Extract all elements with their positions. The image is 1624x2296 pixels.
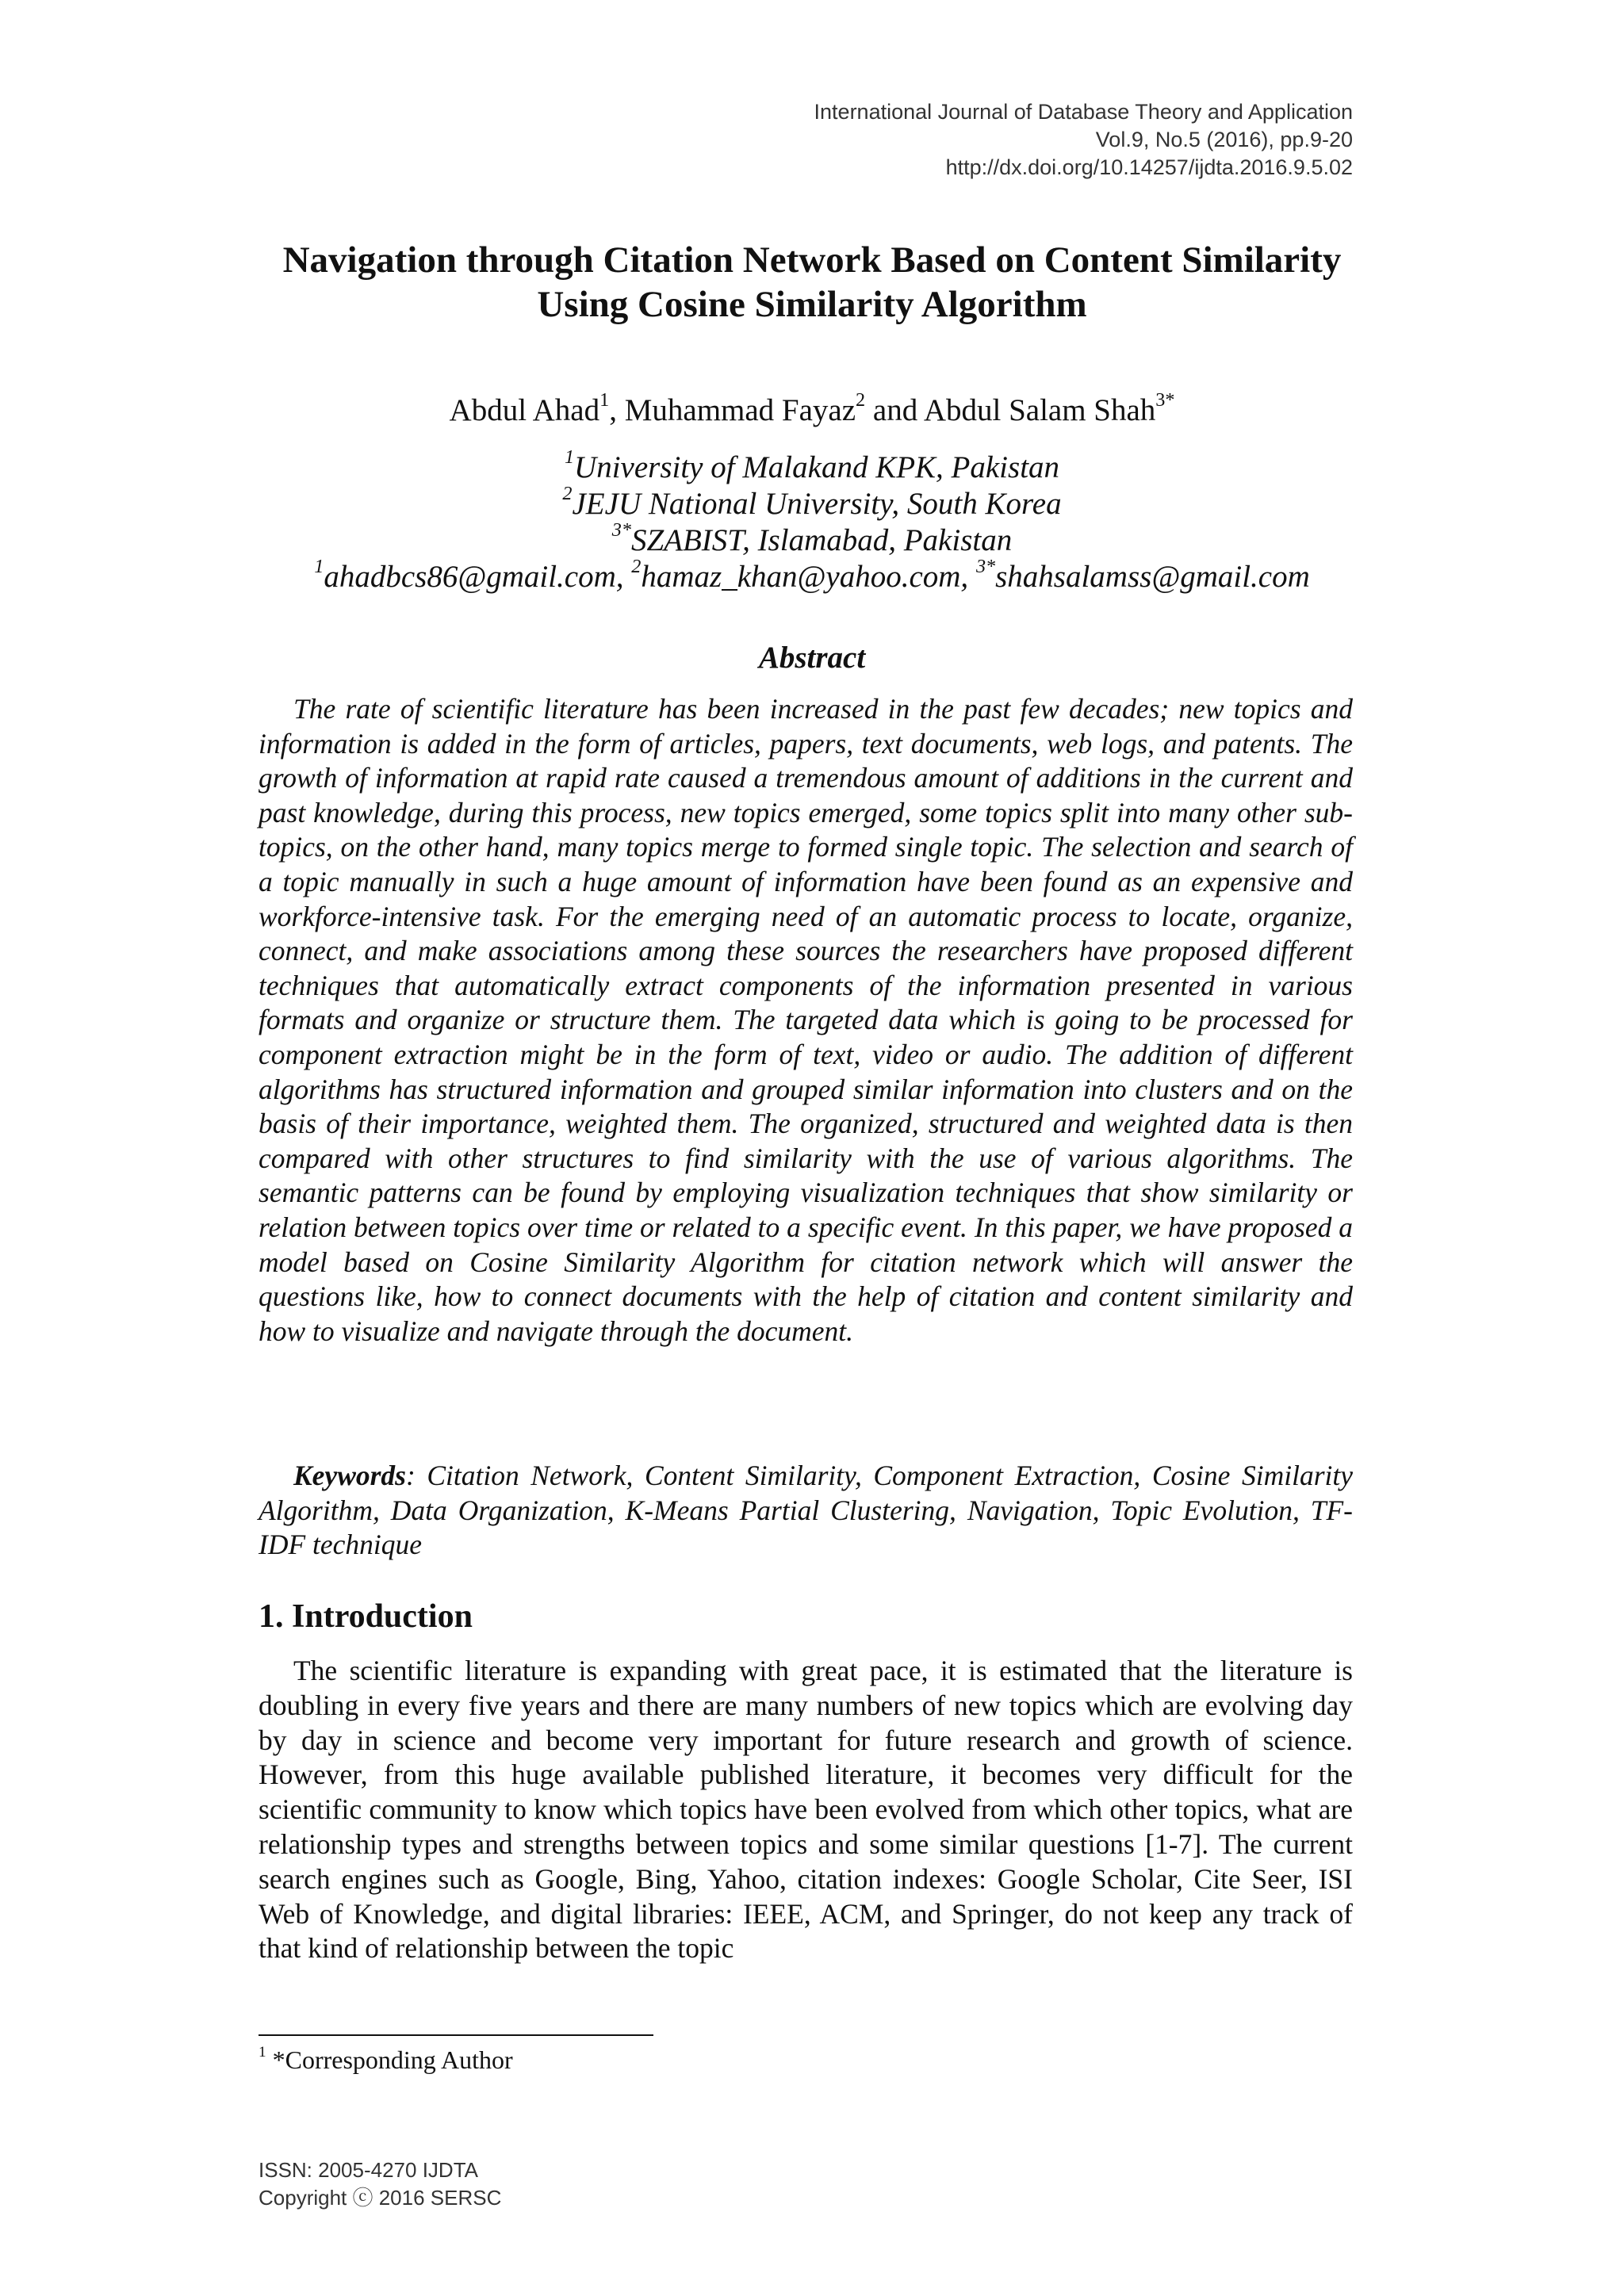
copyright-line: Copyright ⓒ 2016 SERSC <box>259 2186 502 2210</box>
author-affiliation-mark: 3* <box>1155 389 1175 411</box>
journal-volume: Vol.9, No.5 (2016), pp.9-20 <box>1095 128 1353 151</box>
author-affiliation-mark: 2 <box>856 389 866 411</box>
email-text: shahsalamss@gmail.com <box>995 560 1310 594</box>
paper-title <box>159 238 1465 327</box>
affiliation-mark: 1 <box>564 446 575 469</box>
affiliation-line <box>159 519 1465 559</box>
email-text: ahadbcs86@gmail.com, <box>324 560 632 594</box>
affiliation-line <box>159 446 1465 486</box>
affiliation-text: University of Malakand KPK, Pakistan <box>574 450 1060 484</box>
introduction-text: The scientific literature is expanding with great pace, it is estimated that the literature is doubling in every five years and there are many numbers of new topics which are evolving day by day in science and become very important for future research and growth of science. However, from this huge available published literature, it becomes very difficult for the scientific community to know which topics have been evolved from which other topics, what are relationship types and strengths between topics and some similar questions [1-7]. The current search engines such as Google, Bing, Yahoo, citation indexes: Google Scholar, Cite Seer, ISI Web of Knowledge, and digital libraries: IEEE, ACM, and Springer, do not keep any track of that kind of relationship between the topic <box>259 1655 1353 1965</box>
abstract-text: The rate of scientific literature has been increased in the past few decades; new topics and information is added in the form of articles, papers, text documents, web logs, and patents. The growth of information at rapid rate caused a tremendous amount of additions in the current and past knowledge, during this process, new topics emerged, some topics split into many other sub-topics, on the other hand, many topics merge to formed single topic. The selection and search of a topic manually in such a huge amount of information have been found as an expensive and workforce-intensive task. For the emerging need of an automatic process to locate, organize, connect, and make associations among these sources the researchers have proposed different techniques that automatically extract components of the information presented in various formats and organize or structure them. The targeted data which is going to be processed for component extraction might be in the form of text, video or audio. The addition of different algorithms has structured information and grouped similar information into clusters and on the basis of their importance, weighted them. The organized, structured and weighted data is then compared with other structures to find similarity with the use of various algorithms. The semantic patterns can be found by employing visualization techniques that show similarity or relation between topics over time or related to a specific event. In this paper, we have proposed a model based on Cosine Similarity Algorithm for citation network which will answer the questions like, how to connect documents with the help of citation and content similarity and how to visualize and navigate through the document. <box>259 693 1353 1347</box>
email-mark: 1 <box>314 556 324 578</box>
author-name: Abdul Ahad <box>449 393 600 427</box>
email-mark: 2 <box>631 556 642 578</box>
affiliation-text: JEJU National University, South Korea <box>572 487 1062 521</box>
issn-line: ISSN: 2005-4270 IJDTA <box>259 2158 478 2182</box>
keywords-paragraph <box>259 1459 1353 1563</box>
footnote-text: *Corresponding Author <box>266 2045 513 2074</box>
author-separator: and <box>865 393 924 427</box>
footnote-divider <box>259 2034 653 2036</box>
title-line-2: Using Cosine Similarity Algorithm <box>537 284 1087 325</box>
keywords-text: : Citation Network, Content Similarity, Component Extraction, Cosine Similarity Algorithm, Data Organization, K-Means Partial Clustering, Navigation, Topic Evolution, TF-IDF technique <box>259 1460 1353 1561</box>
affiliation-text: SZABIST, Islamabad, Pakistan <box>630 523 1013 557</box>
email-line <box>159 556 1465 595</box>
title-line-1: Navigation through Citation Network Based on Content Similarity <box>282 239 1342 281</box>
author-list <box>159 389 1465 430</box>
author-name: Abdul Salam Shah <box>923 393 1156 427</box>
author-affiliation-mark: 1 <box>599 389 610 411</box>
author-separator: , <box>609 393 625 427</box>
page-footer <box>259 2156 972 2212</box>
affiliation-line <box>159 483 1465 522</box>
journal-name: International Journal of Database Theory and Application <box>814 100 1353 124</box>
footnote-mark: 1 <box>259 2044 266 2061</box>
section-heading-introduction: 1. Introduction <box>259 1598 473 1635</box>
journal-doi: http://dx.doi.org/10.14257/ijdta.2016.9.5.02 <box>945 155 1353 179</box>
abstract-heading: Abstract <box>758 641 866 675</box>
affiliation-list <box>159 446 1465 595</box>
email-mark: 3* <box>975 556 996 578</box>
affiliation-mark: 2 <box>562 483 573 505</box>
keywords-label: Keywords <box>293 1460 406 1491</box>
footnote <box>259 2044 1051 2076</box>
journal-header <box>714 98 1353 182</box>
email-text: hamaz_khan@yahoo.com, <box>641 560 976 594</box>
affiliation-mark: 3* <box>611 519 631 541</box>
author-name: Muhammad Fayaz <box>624 393 856 427</box>
